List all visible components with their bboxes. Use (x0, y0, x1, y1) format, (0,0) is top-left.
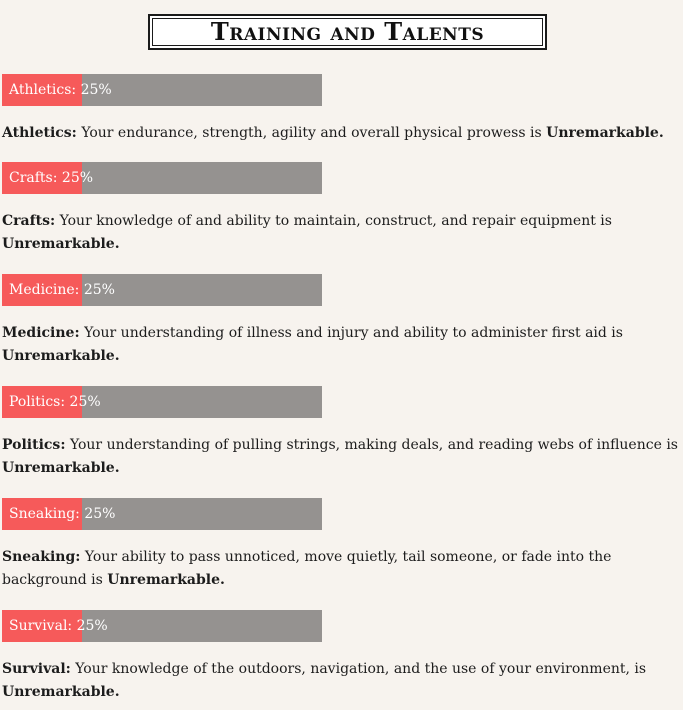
skill-sneaking (2, 498, 683, 592)
skill-description (2, 658, 683, 704)
skill-bar (2, 274, 322, 306)
page-title-inner-frame (152, 18, 543, 46)
skill-description (2, 546, 683, 592)
skill-bar-label: Survival: 25% (9, 618, 108, 634)
skill-rating: Unremarkable. (107, 572, 225, 588)
skill-bar-label: Medicine: 25% (9, 282, 115, 298)
skill-name: Crafts: (2, 213, 56, 229)
skill-bar-label: Athletics: 25% (9, 82, 112, 98)
skill-crafts (2, 162, 683, 256)
page-title: Training and Talents (210, 17, 485, 46)
skill-description-text: Your understanding of pulling strings, making deals, and reading webs of influence is (69, 437, 678, 453)
skill-name: Survival: (2, 661, 71, 677)
skill-description (2, 122, 683, 145)
skill-description-text: Your ability to pass unnoticed, move quietly, tail someone, or fade into the background is (2, 549, 612, 588)
skill-medicine (2, 274, 683, 368)
skill-bar (2, 610, 322, 642)
skill-survival (2, 610, 683, 704)
skill-bar-label: Sneaking: 25% (9, 506, 116, 522)
skill-description-text: Your understanding of illness and injury and ability to administer first aid is (84, 325, 623, 341)
skill-rating: Unremarkable. (546, 125, 664, 141)
skill-bar (2, 498, 322, 530)
skill-bar-label: Crafts: 25% (9, 170, 94, 186)
skill-athletics (2, 74, 683, 145)
skill-bar (2, 162, 322, 194)
skill-description (2, 434, 683, 480)
skill-bar-label: Politics: 25% (9, 394, 101, 410)
skill-politics (2, 386, 683, 480)
skill-rating: Unremarkable. (2, 348, 120, 364)
skill-description (2, 322, 683, 368)
skill-description-text: Your knowledge of and ability to maintain, construct, and repair equipment is (59, 213, 612, 229)
skill-name: Politics: (2, 437, 66, 453)
skill-rating: Unremarkable. (2, 684, 120, 700)
skill-bar (2, 74, 322, 106)
page-title-frame (148, 14, 547, 50)
skill-name: Athletics: (2, 125, 77, 141)
skill-rating: Unremarkable. (2, 236, 120, 252)
skill-name: Medicine: (2, 325, 80, 341)
skill-description-text: Your knowledge of the outdoors, navigation, and the use of your environment, is (75, 661, 647, 677)
skill-name: Sneaking: (2, 549, 81, 565)
skill-bar (2, 386, 322, 418)
skill-rating: Unremarkable. (2, 460, 120, 476)
skill-description (2, 210, 683, 256)
skill-description-text: Your endurance, strength, agility and overall physical prowess is (81, 125, 542, 141)
